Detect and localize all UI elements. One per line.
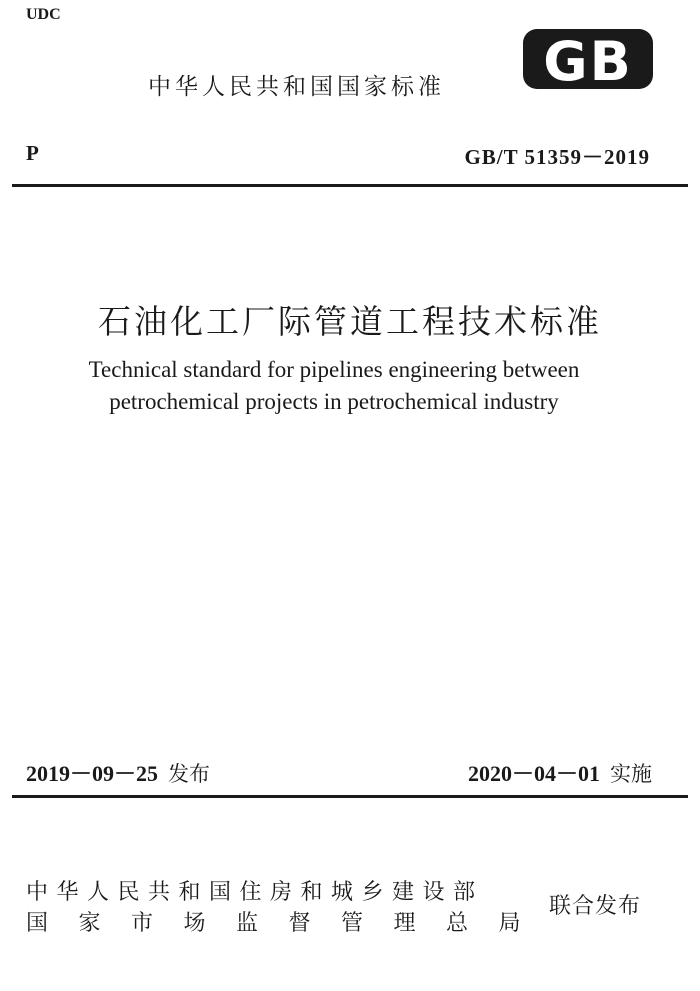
footer-divider: [12, 795, 688, 798]
implement-label: 实施: [610, 762, 652, 786]
implement-date: 2020－04－01: [467, 761, 600, 786]
gb-logo: [522, 28, 654, 90]
joint-issue-label: 联合发布: [549, 894, 642, 919]
title-chinese: 石油化工厂际管道工程技术标准: [98, 302, 602, 341]
title-english-line1: Technical standard for pipelines engineering between: [88, 357, 580, 382]
national-standard-heading: 中华人民共和国国家标准: [148, 74, 445, 100]
udc-label: UDC: [26, 6, 61, 23]
issuer-ministry: 中华人民共和国住房和城乡建设部: [26, 880, 484, 905]
implement-date-block: [468, 757, 652, 788]
issue-date-block: [26, 757, 210, 788]
issue-label: 发布: [168, 762, 211, 786]
issue-date: 2019－09－25: [26, 761, 159, 786]
header-divider: [12, 184, 688, 187]
category-code: P: [26, 141, 39, 165]
title-english: [0, 354, 668, 418]
issuer-administration: 国家市场监督管理总局: [26, 911, 552, 936]
title-english-line2: petrochemical projects in petrochemical industry: [109, 389, 559, 414]
standard-number: GB/T 51359－2019: [464, 145, 650, 169]
gb-logo-text: GB: [543, 30, 633, 90]
